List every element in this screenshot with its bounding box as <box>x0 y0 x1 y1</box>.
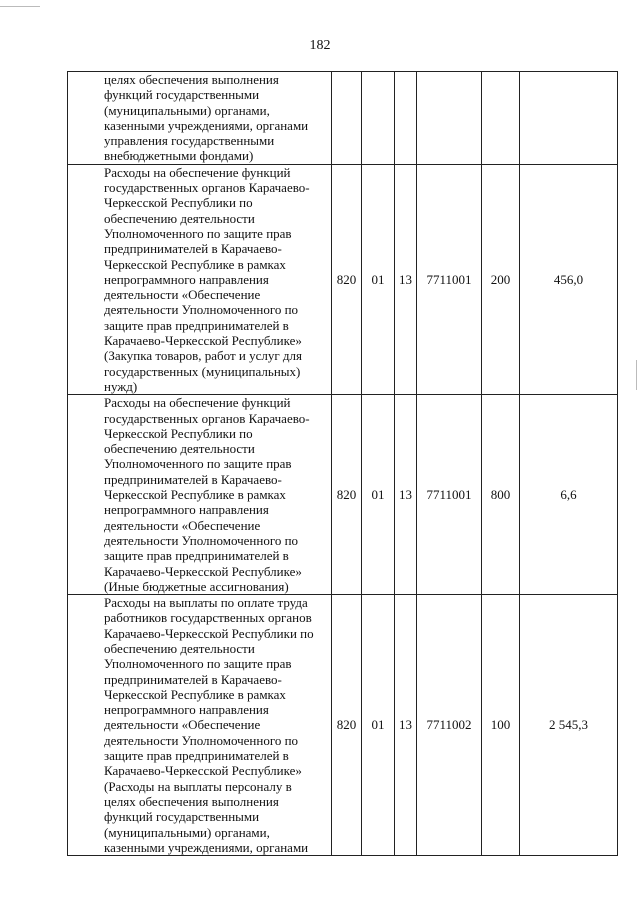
target-article-cell: 7711001 <box>417 164 482 394</box>
description-line: Расходы на обеспечение функций <box>104 164 291 180</box>
subsection-cell: 13 <box>395 164 417 394</box>
section-cell: 01 <box>362 395 395 595</box>
subsection-cell <box>395 72 417 165</box>
description-line: (муниципальными) органами, <box>104 102 270 118</box>
page-number: 182 <box>309 38 331 53</box>
table-row <box>68 395 618 595</box>
expense-type-cell: 200 <box>482 164 520 394</box>
scan-mark-left <box>0 6 40 7</box>
description-line: Карачаево-Черкесской Республике» <box>104 563 302 579</box>
description-line: деятельности Уполномоченного по <box>104 302 299 318</box>
description-line: функций государственными <box>104 87 260 103</box>
description-line: обеспечению деятельности <box>104 441 255 457</box>
description-line: функций государственными <box>104 809 260 825</box>
target-article-cell: 7711002 <box>417 595 482 856</box>
expense-type-cell: 800 <box>482 395 520 595</box>
description-line: Карачаево-Черкесской Республике» <box>104 333 302 349</box>
budget-table-body <box>68 72 618 856</box>
description-line: (Закупка товаров, работ и услуг для <box>104 348 302 364</box>
expense-type-cell: 100 <box>482 595 520 856</box>
description-line: государственных органов Карачаево- <box>104 180 310 196</box>
amount-cell: 6,6 <box>520 395 618 595</box>
expense-description <box>68 72 332 165</box>
ministry-cell: 820 <box>332 595 362 856</box>
description-line: целях обеспечения выполнения <box>104 72 279 87</box>
ministry-cell <box>332 72 362 165</box>
section-cell: 01 <box>362 164 395 394</box>
description-line: работников государственных органов <box>104 610 312 626</box>
table-row <box>68 164 618 394</box>
description-line: внебюджетными фондами) <box>104 148 254 164</box>
description-line: Черкесской Республике в рамках <box>104 487 286 503</box>
amount-cell: 2 545,3 <box>520 595 618 856</box>
description-line: деятельности «Обеспечение <box>104 517 261 533</box>
description-line: деятельности «Обеспечение <box>104 717 261 733</box>
description-line: Карачаево-Черкесской Республики по <box>104 625 314 641</box>
ministry-cell: 820 <box>332 164 362 394</box>
expense-type-cell <box>482 72 520 165</box>
description-line: государственных (муниципальных) <box>104 363 301 379</box>
description-line: деятельности Уполномоченного по <box>104 532 299 548</box>
description-line: Уполномоченного по защите прав <box>104 225 292 241</box>
description-line: Черкесской Республике в рамках <box>104 256 286 272</box>
description-line: казенными учреждениями, органами <box>104 839 309 855</box>
section-cell: 01 <box>362 595 395 856</box>
description-line: непрограммного направления <box>104 271 269 287</box>
description-line: Черкесской Республики по <box>104 425 253 441</box>
description-line: предпринимателей в Карачаево- <box>104 471 282 487</box>
section-cell <box>362 72 395 165</box>
description-line: управления государственными <box>104 133 275 149</box>
description-line: (Расходы на выплаты персоналу в <box>104 778 292 794</box>
description-line: деятельности «Обеспечение <box>104 287 261 303</box>
description-line: Черкесской Республике в рамках <box>104 686 286 702</box>
expense-description <box>68 164 332 394</box>
description-line: нужд) <box>104 378 138 394</box>
description-line: непрограммного направления <box>104 502 269 518</box>
description-line: Расходы на обеспечение функций <box>104 395 291 411</box>
description-line: Карачаево-Черкесской Республике» <box>104 763 302 779</box>
table-row <box>68 595 618 856</box>
description-line: защите прав предпринимателей в <box>104 548 289 564</box>
description-line: Расходы на выплаты по оплате труда <box>104 595 308 611</box>
description-line: обеспечению деятельности <box>104 210 255 226</box>
target-article-cell <box>417 72 482 165</box>
description-line: (муниципальными) органами, <box>104 824 270 840</box>
expense-description <box>68 395 332 595</box>
description-line: непрограммного направления <box>104 702 269 718</box>
description-line: Уполномоченного по защите прав <box>104 656 292 672</box>
expense-description <box>68 595 332 856</box>
ministry-cell: 820 <box>332 395 362 595</box>
table-row <box>68 72 618 165</box>
description-line: защите прав предпринимателей в <box>104 748 289 764</box>
description-line: (Иные бюджетные ассигнования) <box>104 578 289 594</box>
description-line: защите прав предпринимателей в <box>104 317 289 333</box>
scan-mark-right <box>636 360 637 390</box>
amount-cell: 456,0 <box>520 164 618 394</box>
description-line: обеспечению деятельности <box>104 640 255 656</box>
description-line: целях обеспечения выполнения <box>104 793 279 809</box>
description-line: казенными учреждениями, органами <box>104 117 309 133</box>
description-line: Черкесской Республики по <box>104 195 253 211</box>
description-line: предпринимателей в Карачаево- <box>104 241 282 257</box>
subsection-cell: 13 <box>395 595 417 856</box>
target-article-cell: 7711001 <box>417 395 482 595</box>
description-line: деятельности Уполномоченного по <box>104 732 299 748</box>
amount-cell <box>520 72 618 165</box>
subsection-cell: 13 <box>395 395 417 595</box>
description-line: государственных органов Карачаево- <box>104 410 310 426</box>
description-line: Уполномоченного по защите прав <box>104 456 292 472</box>
budget-table <box>67 71 618 856</box>
description-line: предпринимателей в Карачаево- <box>104 671 282 687</box>
